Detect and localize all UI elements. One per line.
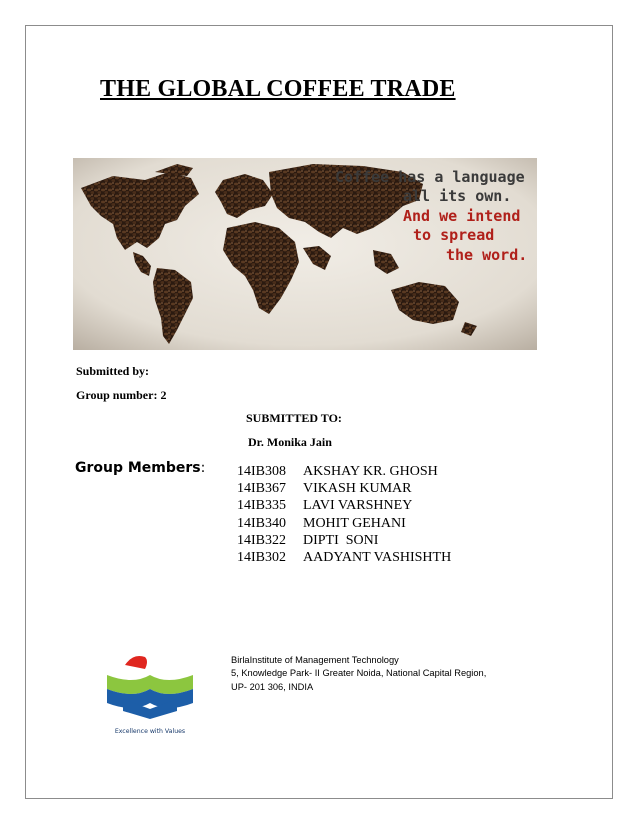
- submitted-to-name: Dr. Monika Jain: [248, 435, 332, 449]
- member-id: 14IB335: [237, 498, 286, 514]
- member-id: 14IB322: [237, 532, 286, 548]
- institute-address-line-1: 5, Knowledge Park- II Greater Noida, National Capital Region,: [231, 668, 487, 679]
- member-id: 14IB302: [237, 550, 286, 566]
- institute-name: BirlaInstitute of Management Technology: [231, 655, 399, 665]
- member-row: [237, 497, 451, 514]
- coffee-world-map-banner: [73, 158, 537, 350]
- group-members-heading: [75, 460, 205, 476]
- member-name: DIPTI SONI: [303, 532, 379, 548]
- member-row: [237, 532, 451, 549]
- institute-logo: [103, 645, 197, 737]
- member-row: [237, 480, 451, 497]
- member-id: 14IB367: [237, 481, 286, 497]
- member-list: [237, 463, 451, 566]
- member-row: [237, 549, 451, 566]
- submitted-by-label: Submitted by:: [76, 364, 150, 378]
- coffee-map-image: [73, 158, 537, 350]
- document-title: THE GLOBAL COFFEE TRADE: [100, 76, 456, 102]
- member-name: LAVI VARSHNEY: [303, 498, 413, 514]
- quote-line-2: all its own.: [403, 187, 512, 205]
- member-row: [237, 463, 451, 480]
- submitted-to-label: SUBMITTED TO:: [246, 411, 342, 425]
- member-name: AKSHAY KR. GHOSH: [303, 464, 438, 479]
- institute-address-block: [231, 654, 486, 694]
- group-members-label: Group Members: [75, 460, 201, 476]
- quote-line-3: And we intend: [403, 207, 521, 225]
- member-name: AADYANT VASHISHTH: [303, 550, 452, 566]
- quote-line-4: to spread: [413, 226, 495, 244]
- member-name: VIKASH KUMAR: [303, 481, 412, 497]
- group-members-colon: :: [200, 460, 206, 476]
- institute-address-line-2: UP- 201 306, INDIA: [231, 681, 314, 692]
- logo-tagline: Excellence with Values: [114, 728, 186, 735]
- group-number: Group number: 2: [76, 388, 167, 402]
- quote-line-5: the word.: [446, 246, 528, 264]
- quote-line-1: Coffee has a language: [335, 168, 525, 186]
- bimtech-logo-icon: [103, 645, 197, 737]
- member-name: MOHIT GEHANI: [303, 515, 406, 531]
- member-row: [237, 515, 451, 532]
- member-id: 14IB340: [237, 515, 286, 531]
- member-id: 14IB308: [237, 464, 286, 479]
